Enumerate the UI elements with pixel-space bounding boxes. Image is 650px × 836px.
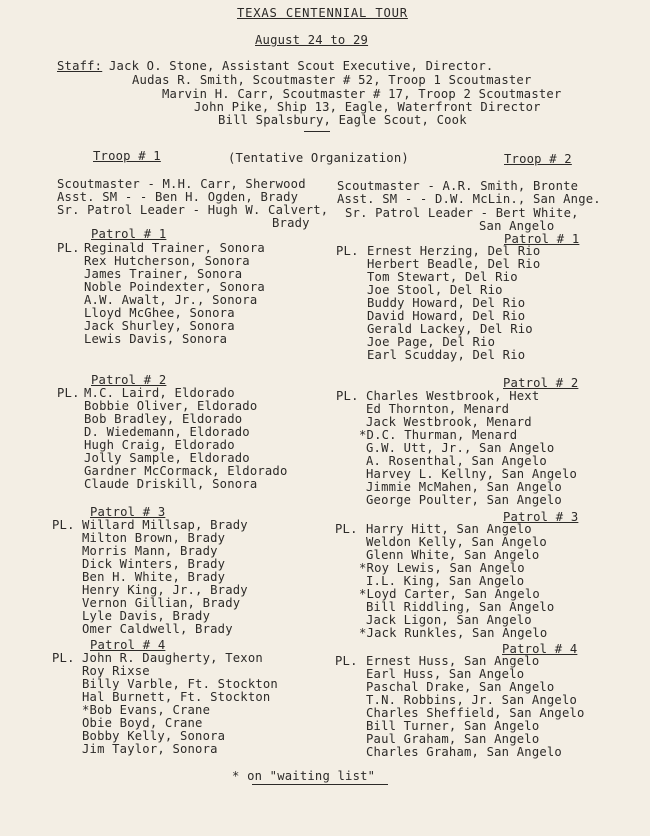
list-item: Willard Millsap, Brady: [82, 518, 248, 532]
list-item: Bobbie Oliver, Eldorado: [84, 399, 258, 413]
list-item: Lyle Davis, Brady: [82, 609, 211, 623]
list-item: Dick Winters, Brady: [82, 557, 226, 571]
staff-line: Audas R. Smith, Scoutmaster # 52, Troop 1 Scoutmaster: [132, 73, 532, 87]
staff-label: Staff:: [57, 59, 103, 73]
patrol-leader-marker: PL.: [335, 654, 358, 668]
list-item: Omer Caldwell, Brady: [82, 622, 233, 636]
patrol-leader-marker: PL.: [336, 244, 359, 258]
patrol-leader-marker: PL.: [57, 241, 80, 255]
troop2-patrol1-roster: [367, 245, 540, 362]
list-item: Jack Westbrook, Menard: [366, 415, 532, 429]
list-item: D. Wiedemann, Eldorado: [84, 425, 250, 439]
footnote-underline: [252, 784, 388, 785]
troop2-asst-sm: Asst. SM - - D.W. McLin., San Ange.: [337, 192, 601, 206]
staff-line: Jack O. Stone, Assistant Scout Executive, Director.: [109, 59, 494, 73]
list-item: Henry King, Jr., Brady: [82, 583, 248, 597]
list-item: *D.C. Thurman, Menard: [359, 428, 518, 442]
patrol-leader-marker: PL.: [52, 651, 75, 665]
troop2-patrol4-title: Patrol # 4: [502, 642, 578, 656]
list-item: George Poulter, San Angelo: [366, 493, 562, 507]
staff-line: Bill Spalsbury, Eagle Scout, Cook: [218, 113, 467, 127]
troop1-patrol2-roster: [84, 387, 288, 491]
list-item: James Trainer, Sonora: [84, 267, 243, 281]
list-item: Paul Graham, San Angelo: [366, 732, 540, 746]
organization-note: (Tentative Organization): [228, 151, 409, 165]
list-item: Roy Rixse: [82, 664, 150, 678]
list-item: Hugh Craig, Eldorado: [84, 438, 235, 452]
list-item: Joe Stool, Del Rio: [367, 283, 503, 297]
waiting-list-footnote: * on "waiting list": [232, 769, 376, 783]
troop2-patrol1-title: Patrol # 1: [504, 232, 580, 246]
list-item: G.W. Utt, Jr., San Angelo: [366, 441, 555, 455]
troop1-asst-sm: Asst. SM - - Ben H. Ogden, Brady: [57, 190, 299, 204]
list-item: Ernest Herzing, Del Rio: [367, 244, 541, 258]
troop1-patrol4-title: Patrol # 4: [90, 638, 166, 652]
list-item: *Loyd Carter, San Angelo: [359, 587, 540, 601]
list-item: Milton Brown, Brady: [82, 531, 226, 545]
troop1-patrol2-title: Patrol # 2: [91, 373, 167, 387]
list-item: Herbert Beadle, Del Rio: [367, 257, 541, 271]
staff-separator: [304, 131, 330, 132]
list-item: Charles Sheffield, San Angelo: [366, 706, 585, 720]
list-item: Rex Hutcherson, Sonora: [84, 254, 250, 268]
staff-line: John Pike, Ship 13, Eagle, Waterfront Director: [194, 100, 541, 114]
list-item: Jack Ligon, San Angelo: [366, 613, 532, 627]
list-item: Buddy Howard, Del Rio: [367, 296, 526, 310]
list-item: Jimmie McMahen, San Angelo: [366, 480, 562, 494]
list-item: Bobby Kelly, Sonora: [82, 729, 226, 743]
list-item: Glenn White, San Angelo: [366, 548, 540, 562]
troop2-title: Troop # 2: [504, 152, 572, 166]
troop1-spl-town: Brady: [272, 216, 310, 230]
troop2-patrol3-roster: [359, 522, 555, 640]
list-item: Harvey L. Kellny, San Angelo: [366, 467, 578, 481]
troop1-patrol1-title: Patrol # 1: [91, 227, 167, 241]
patrol-leader-marker: PL.: [335, 522, 358, 536]
patrol-leader-marker: PL.: [52, 518, 75, 532]
document-title: TEXAS CENTENNIAL TOUR: [237, 6, 408, 20]
list-item: Paschal Drake, San Angelo: [366, 680, 555, 694]
troop2-patrol4-roster: [366, 655, 585, 759]
troop2-patrol3-title: Patrol # 3: [503, 510, 579, 524]
list-item: Ernest Huss, San Angelo: [366, 654, 540, 668]
troop2-patrol2-roster: [359, 389, 578, 507]
list-item: Bob Bradley, Eldorado: [84, 412, 243, 426]
list-item: A.W. Awalt, Jr., Sonora: [84, 293, 258, 307]
list-item: Obie Boyd, Crane: [82, 716, 203, 730]
list-item: M.C. Laird, Eldorado: [84, 386, 235, 400]
troop1-spl: Sr. Patrol Leader - Hugh W. Calvert,: [57, 203, 329, 217]
list-item: A. Rosenthal, San Angelo: [366, 454, 547, 468]
patrol-leader-marker: PL.: [57, 386, 80, 400]
list-item: I.L. King, San Angelo: [366, 574, 525, 588]
list-item: Weldon Kelly, San Angelo: [366, 535, 547, 549]
list-item: Reginald Trainer, Sonora: [84, 241, 265, 255]
list-item: Gardner McCormack, Eldorado: [84, 464, 288, 478]
tour-dates: August 24 to 29: [255, 33, 369, 47]
troop1-patrol3-roster: [82, 519, 248, 636]
list-item: Vernon Gillian, Brady: [82, 596, 241, 610]
list-item: Lewis Davis, Sonora: [84, 332, 228, 346]
list-item: *Roy Lewis, San Angelo: [359, 561, 525, 575]
list-item: Morris Mann, Brady: [82, 544, 218, 558]
list-item: Bill Turner, San Angelo: [366, 719, 540, 733]
list-item: Jolly Sample, Eldorado: [84, 451, 250, 465]
list-item: Billy Varble, Ft. Stockton: [82, 677, 278, 691]
list-item: Lloyd McGhee, Sonora: [84, 306, 235, 320]
list-item: *Bob Evans, Crane: [82, 703, 211, 717]
list-item: Hal Burnett, Ft. Stockton: [82, 690, 271, 704]
staff-line: Marvin H. Carr, Scoutmaster # 17, Troop 2 Scoutmaster: [162, 87, 562, 101]
list-item: Charles Westbrook, Hext: [366, 389, 540, 403]
list-item: Tom Stewart, Del Rio: [367, 270, 518, 284]
list-item: Joe Page, Del Rio: [367, 335, 496, 349]
list-item: T.N. Robbins, Jr. San Angelo: [366, 693, 578, 707]
troop1-patrol4-roster: [82, 652, 278, 756]
troop1-scoutmaster: Scoutmaster - M.H. Carr, Sherwood: [57, 177, 306, 191]
troop2-patrol2-title: Patrol # 2: [503, 376, 579, 390]
list-item: Ben H. White, Brady: [82, 570, 226, 584]
patrol-leader-marker: PL.: [336, 389, 359, 403]
list-item: John R. Daugherty, Texon: [82, 651, 263, 665]
troop1-title: Troop # 1: [93, 149, 161, 163]
list-item: Harry Hitt, San Angelo: [366, 522, 532, 536]
troop2-spl: Sr. Patrol Leader - Bert White,: [345, 206, 579, 220]
list-item: Jim Taylor, Sonora: [82, 742, 218, 756]
troop2-spl-town: San Angelo: [479, 219, 555, 233]
list-item: Ed Thornton, Menard: [366, 402, 510, 416]
list-item: *Jack Runkles, San Angelo: [359, 626, 548, 640]
troop1-patrol1-roster: [84, 242, 265, 346]
list-item: Charles Graham, San Angelo: [366, 745, 562, 759]
list-item: Earl Huss, San Angelo: [366, 667, 525, 681]
list-item: Gerald Lackey, Del Rio: [367, 322, 533, 336]
list-item: David Howard, Del Rio: [367, 309, 526, 323]
list-item: Jack Shurley, Sonora: [84, 319, 235, 333]
list-item: Earl Scudday, Del Rio: [367, 348, 526, 362]
troop2-scoutmaster: Scoutmaster - A.R. Smith, Bronte: [337, 179, 579, 193]
list-item: Noble Poindexter, Sonora: [84, 280, 265, 294]
list-item: Claude Driskill, Sonora: [84, 477, 258, 491]
list-item: Bill Riddling, San Angelo: [366, 600, 555, 614]
troop1-patrol3-title: Patrol # 3: [90, 505, 166, 519]
